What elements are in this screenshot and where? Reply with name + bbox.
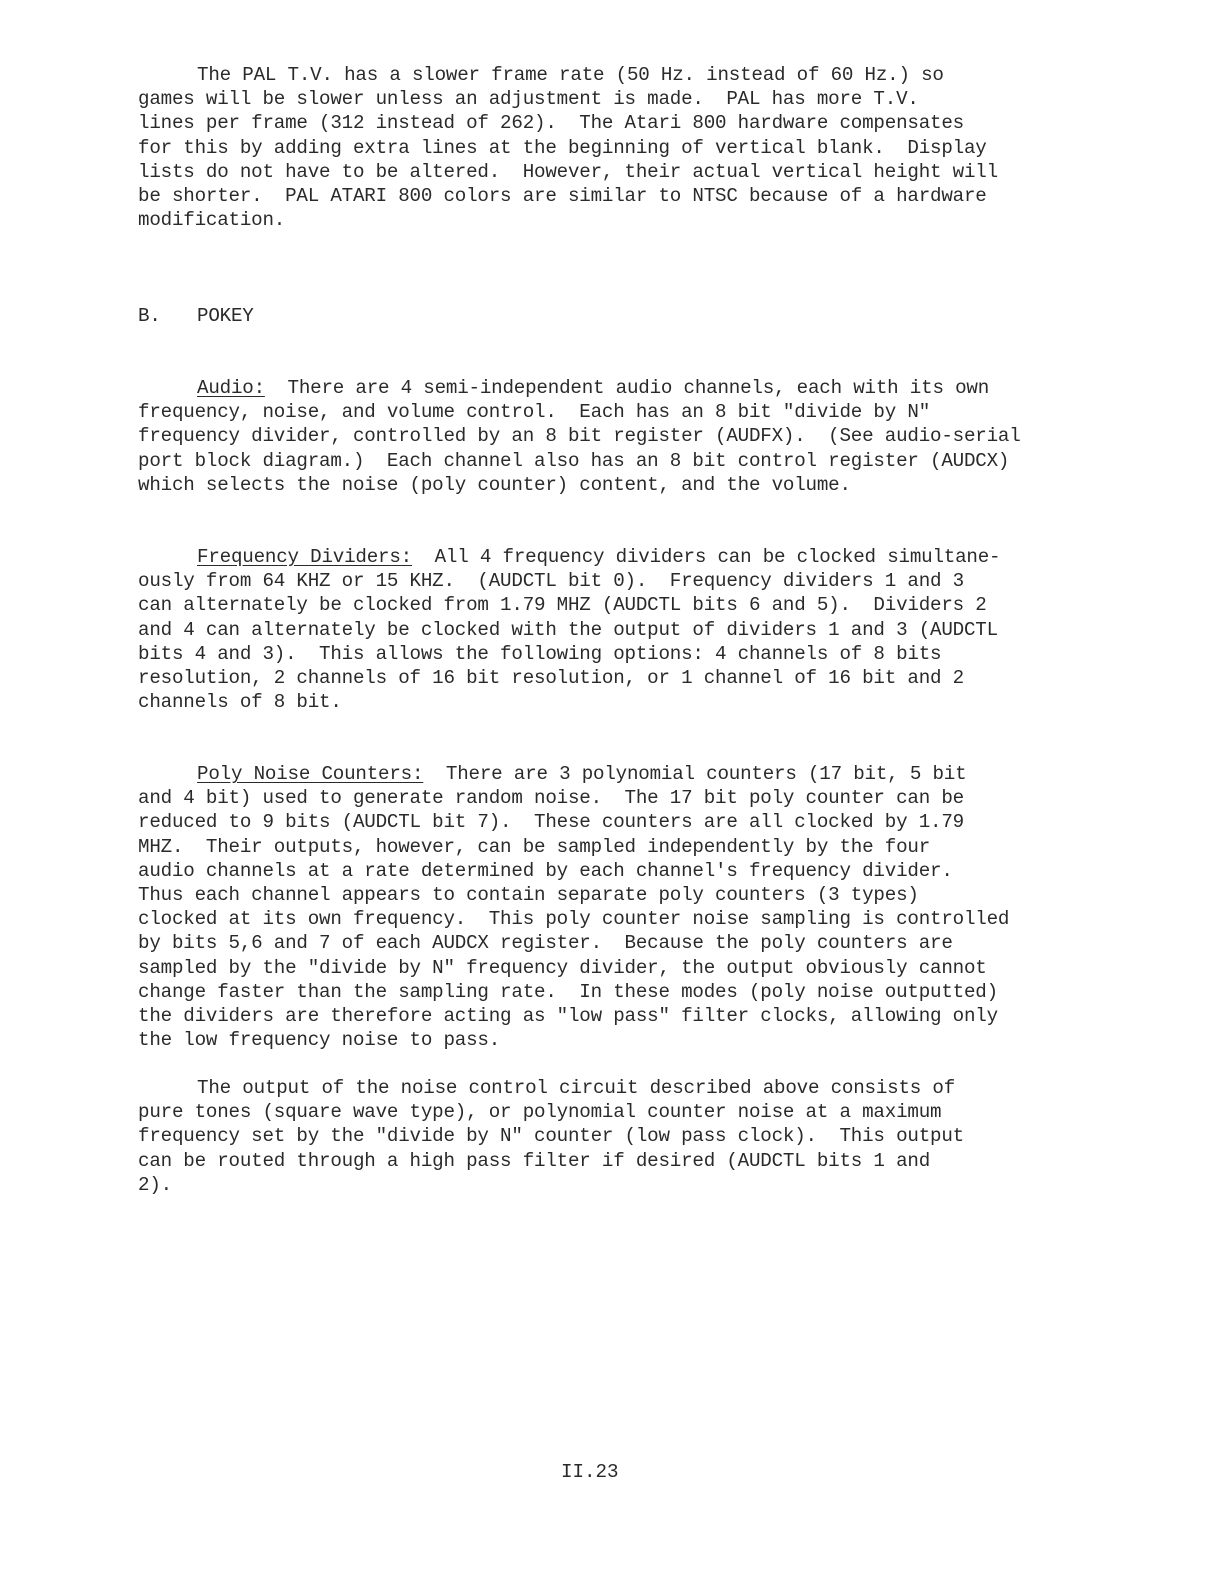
text-line: change faster than the sampling rate. In these modes (poly noise outputted) bbox=[138, 980, 998, 1003]
text-line bbox=[138, 376, 1021, 400]
paragraph-heading: Poly Noise Counters: bbox=[197, 763, 424, 785]
text-line: lists do not have to be altered. However, their actual vertical height will bbox=[138, 160, 998, 183]
text-line: 2). bbox=[138, 1173, 172, 1196]
text-line: port block diagram.) Each channel also has an 8 bit control register (AUDCX) bbox=[138, 449, 1010, 472]
text-span: There are 3 polynomial counters (17 bit, 5 bit bbox=[423, 763, 967, 785]
text-line: for this by adding extra lines at the beginning of vertical blank. Display bbox=[138, 136, 987, 159]
text-line: audio channels at a rate determined by each channel's frequency divider. bbox=[138, 859, 953, 882]
text-line: bits 4 and 3). This allows the following options: 4 channels of 8 bits bbox=[138, 642, 942, 665]
text-line: ously from 64 KHZ or 15 KHZ. (AUDCTL bit 0). Frequency dividers 1 and 3 bbox=[138, 570, 964, 593]
text-line: resolution, 2 channels of 16 bit resolution, or 1 channel of 16 bit and 2 bbox=[138, 666, 964, 689]
paragraph-frequency-dividers bbox=[138, 545, 1000, 714]
section-title: POKEY bbox=[197, 305, 254, 327]
paragraph-audio bbox=[138, 376, 1021, 497]
text-line: The PAL T.V. has a slower frame rate (50 Hz. instead of 60 Hz.) so bbox=[197, 64, 944, 86]
text-line: by bits 5,6 and 7 of each AUDCX register. Because the poly counters are bbox=[138, 932, 953, 955]
text-line: channels of 8 bit. bbox=[138, 691, 342, 714]
text-line: MHZ. Their outputs, however, can be sampled independently by the four bbox=[138, 835, 931, 858]
text-line: reduced to 9 bits (AUDCTL bit 7). These counters are all clocked by 1.79 bbox=[138, 811, 964, 834]
text-line: sampled by the "divide by N" frequency divider, the output obviously cannot bbox=[138, 956, 987, 979]
section-letter: B. bbox=[138, 305, 161, 327]
text-line: the low frequency noise to pass. bbox=[138, 1029, 501, 1052]
text-line: be shorter. PAL ATARI 800 colors are similar to NTSC because of a hardware bbox=[138, 184, 987, 207]
text-line: frequency set by the "divide by N" counter (low pass clock). This output bbox=[138, 1125, 964, 1148]
text-line: and 4 bit) used to generate random noise. The 17 bit poly counter can be bbox=[138, 787, 964, 810]
text-line: clocked at its own frequency. This poly counter noise sampling is controlled bbox=[138, 908, 1010, 931]
text-span: All 4 frequency dividers can be clocked simultane- bbox=[411, 546, 1001, 568]
text-line: the dividers are therefore acting as "low pass" filter clocks, allowing only bbox=[138, 1004, 998, 1027]
text-line: games will be slower unless an adjustment is made. PAL has more T.V. bbox=[138, 88, 919, 111]
text-line: lines per frame (312 instead of 262). The Atari 800 hardware compensates bbox=[138, 112, 964, 135]
text-line: Thus each channel appears to contain separate poly counters (3 types) bbox=[138, 883, 919, 906]
section-heading bbox=[138, 304, 538, 328]
text-line: which selects the noise (poly counter) content, and the volume. bbox=[138, 473, 851, 496]
text-line: can alternately be clocked from 1.79 MHZ (AUDCTL bits 6 and 5). Dividers 2 bbox=[138, 594, 987, 617]
paragraph-pal-tv bbox=[138, 63, 998, 232]
text-line: and 4 can alternately be clocked with the output of dividers 1 and 3 (AUDCTL bbox=[138, 618, 998, 641]
text-span: There are 4 semi-independent audio channels, each with its own bbox=[264, 377, 990, 399]
text-line bbox=[138, 762, 1009, 786]
text-line bbox=[138, 545, 1000, 569]
paragraph-heading: Frequency Dividers: bbox=[197, 546, 412, 568]
text-line: modification. bbox=[138, 209, 286, 232]
text-line: can be routed through a high pass filter if desired (AUDCTL bits 1 and bbox=[138, 1149, 931, 1172]
page-number: II.23 bbox=[561, 1461, 619, 1483]
text-line: The output of the noise control circuit described above consists of bbox=[197, 1077, 956, 1099]
text-line: pure tones (square wave type), or polynomial counter noise at a maximum bbox=[138, 1101, 942, 1124]
paragraph-heading: Audio: bbox=[197, 377, 265, 399]
text-line: frequency, noise, and volume control. Each has an 8 bit "divide by N" bbox=[138, 401, 931, 424]
paragraph-poly-noise-counters bbox=[138, 762, 1009, 1052]
text-line: frequency divider, controlled by an 8 bit register (AUDFX). (See audio-serial bbox=[138, 425, 1021, 448]
paragraph-noise-output bbox=[138, 1076, 964, 1197]
